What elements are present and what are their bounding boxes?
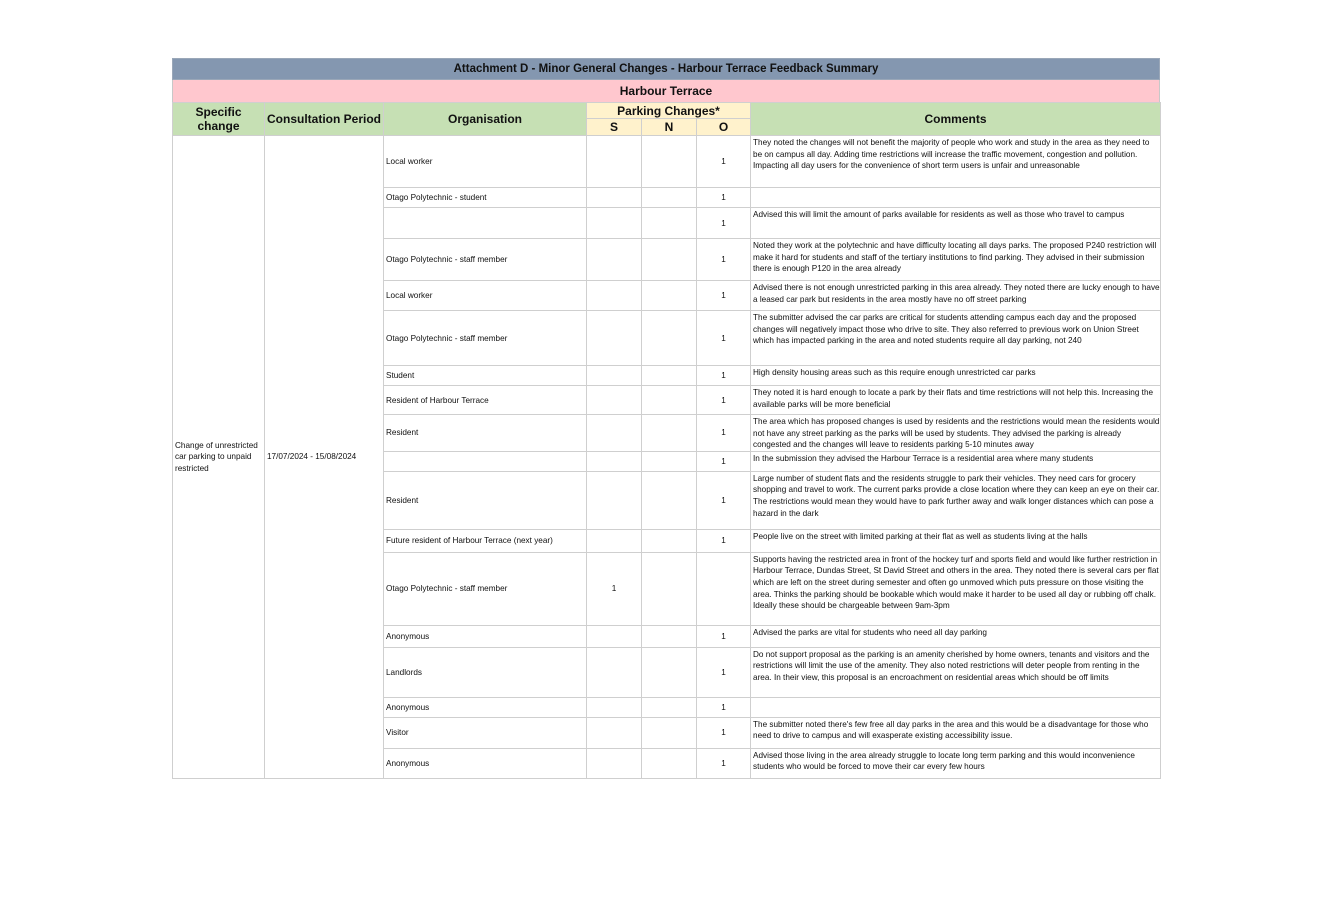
comment-cell: They noted it is hard enough to locate a park by their flats and time restrictions will not help this. Increasing the available parks will be more beneficial	[751, 386, 1161, 415]
oppose-count-cell: 1	[697, 239, 751, 281]
organisation-cell: Local worker	[384, 281, 587, 311]
support-count-cell	[587, 415, 642, 452]
organisation-cell: Otago Polytechnic - staff member	[384, 239, 587, 281]
neutral-count-cell	[642, 415, 697, 452]
organisation-cell: Resident	[384, 471, 587, 529]
oppose-count-cell: 1	[697, 386, 751, 415]
support-count-cell	[587, 697, 642, 717]
organisation-cell: Anonymous	[384, 697, 587, 717]
comment-cell: The submitter noted there's few free all day parks in the area and this would be a disadvantage for those who need to drive to campus and will exasperate existing accessibility issue.	[751, 717, 1161, 748]
support-count-cell	[587, 136, 642, 188]
organisation-cell: Future resident of Harbour Terrace (next year)	[384, 529, 587, 552]
comment-cell	[751, 697, 1161, 717]
comment-cell: Noted they work at the polytechnic and have difficulty locating all days parks. The proposed P240 restriction will make it hard for students and staff of the tertiary institutions to find parking. They advised in their submission there is enough P120 in the area already	[751, 239, 1161, 281]
neutral-count-cell	[642, 647, 697, 697]
header-o: O	[697, 119, 751, 136]
organisation-cell: Landlords	[384, 647, 587, 697]
comment-cell: They noted the changes will not benefit the majority of people who work and study in the area as they need to be on campus all day. Adding time restrictions will increase the traffic movement, congestion and pollution. Impacting all day users for the convenience of short term users is unfair and unreasonable	[751, 136, 1161, 188]
oppose-count-cell: 1	[697, 717, 751, 748]
comment-cell: Do not support proposal as the parking is an amenity cherished by home owners, tenants and visitors and the restrictions will limit the use of the amenity. They also noted restrictions will deter people from renting in the area. In their view, this proposal is an encroachment on residential areas which should be off limits	[751, 647, 1161, 697]
specific-change-cell: Change of unrestricted car parking to unpaid restricted	[173, 136, 265, 779]
organisation-cell: Otago Polytechnic - staff member	[384, 311, 587, 366]
comment-cell: Advised the parks are vital for students who need all day parking	[751, 625, 1161, 647]
oppose-count-cell: 1	[697, 697, 751, 717]
organisation-cell: Anonymous	[384, 625, 587, 647]
support-count-cell	[587, 208, 642, 239]
support-count-cell	[587, 311, 642, 366]
neutral-count-cell	[642, 366, 697, 386]
organisation-cell: Student	[384, 366, 587, 386]
oppose-count-cell: 1	[697, 188, 751, 208]
support-count-cell	[587, 748, 642, 778]
oppose-count-cell: 1	[697, 625, 751, 647]
neutral-count-cell	[642, 188, 697, 208]
neutral-count-cell	[642, 311, 697, 366]
support-count-cell	[587, 451, 642, 471]
organisation-cell: Visitor	[384, 717, 587, 748]
neutral-count-cell	[642, 208, 697, 239]
oppose-count-cell: 1	[697, 136, 751, 188]
support-count-cell	[587, 717, 642, 748]
organisation-cell: Otago Polytechnic - staff member	[384, 552, 587, 625]
header-comments: Comments	[751, 103, 1161, 136]
neutral-count-cell	[642, 748, 697, 778]
oppose-count-cell: 1	[697, 647, 751, 697]
neutral-count-cell	[642, 451, 697, 471]
oppose-count-cell: 1	[697, 311, 751, 366]
comment-cell: Advised this will limit the amount of parks available for residents as well as those who travel to campus	[751, 208, 1161, 239]
neutral-count-cell	[642, 625, 697, 647]
oppose-count-cell: 1	[697, 529, 751, 552]
organisation-cell	[384, 208, 587, 239]
neutral-count-cell	[642, 136, 697, 188]
support-count-cell	[587, 625, 642, 647]
neutral-count-cell	[642, 281, 697, 311]
neutral-count-cell	[642, 697, 697, 717]
comment-cell: In the submission they advised the Harbour Terrace is a residential area where many students	[751, 451, 1161, 471]
comment-cell: The submitter advised the car parks are critical for students attending campus each day and the proposed changes will negatively impact those who drive to site. They also referred to previous work on Union Street which has impacted parking in the area and noted students require all day parking, not 240	[751, 311, 1161, 366]
support-count-cell: 1	[587, 552, 642, 625]
organisation-cell: Local worker	[384, 136, 587, 188]
oppose-count-cell: 1	[697, 451, 751, 471]
oppose-count-cell: 1	[697, 748, 751, 778]
table-body	[173, 136, 1161, 779]
neutral-count-cell	[642, 717, 697, 748]
document-title: Attachment D - Minor General Changes - Harbour Terrace Feedback Summary	[172, 58, 1160, 80]
support-count-cell	[587, 188, 642, 208]
organisation-cell: Resident	[384, 415, 587, 452]
oppose-count-cell: 1	[697, 281, 751, 311]
header-s: S	[587, 119, 642, 136]
comment-cell: Advised there is not enough unrestricted parking in this area already. They noted there are lucky enough to have a leased car park but residents in the area mostly have no off street parking	[751, 281, 1161, 311]
comment-cell: Advised those living in the area already struggle to locate long term parking and this would inconvenience students who would be forced to move their car every few hours	[751, 748, 1161, 778]
header-organisation: Organisation	[384, 103, 587, 136]
oppose-count-cell: 1	[697, 415, 751, 452]
comment-cell	[751, 188, 1161, 208]
support-count-cell	[587, 281, 642, 311]
oppose-count-cell: 1	[697, 366, 751, 386]
comment-cell: Large number of student flats and the residents struggle to park their vehicles. They need cars for grocery shopping and travel to work. The current parks provide a close location where they can keep an eye on their car. The restrictions would mean they would have to park further away and walk longer distances which can pose a hazard in the dark	[751, 471, 1161, 529]
oppose-count-cell	[697, 552, 751, 625]
support-count-cell	[587, 529, 642, 552]
comment-cell: Supports having the restricted area in front of the hockey turf and sports field and would like further restriction in Harbour Terrace, Dundas Street, St David Street and others in the area. They noted there is several cars per flat which are left on the street during semester and often go unmoved which puts pressure on those visiting the area. Thinks the parking should be bookable which would make it harder to be used all day or rubbing off chalk. Ideally these should be chargeable between 9am-3pm	[751, 552, 1161, 625]
header-n: N	[642, 119, 697, 136]
organisation-cell	[384, 451, 587, 471]
feedback-table	[172, 102, 1161, 779]
neutral-count-cell	[642, 552, 697, 625]
comment-cell: The area which has proposed changes is used by residents and the restrictions would mean the residents would not have any street parking as the parks will be used by students. They advised the parking is already congested and the changes will leave to residents parking 5-10 minutes away	[751, 415, 1161, 452]
organisation-cell: Anonymous	[384, 748, 587, 778]
neutral-count-cell	[642, 471, 697, 529]
organisation-cell: Resident of Harbour Terrace	[384, 386, 587, 415]
neutral-count-cell	[642, 386, 697, 415]
header-consultation-period: Consultation Period	[265, 103, 384, 136]
oppose-count-cell: 1	[697, 471, 751, 529]
comment-cell: People live on the street with limited parking at their flat as well as students living at the halls	[751, 529, 1161, 552]
comment-cell: High density housing areas such as this require enough unrestricted car parks	[751, 366, 1161, 386]
oppose-count-cell: 1	[697, 208, 751, 239]
consultation-period-cell: 17/07/2024 - 15/08/2024	[265, 136, 384, 779]
support-count-cell	[587, 647, 642, 697]
support-count-cell	[587, 239, 642, 281]
location-heading: Harbour Terrace	[172, 80, 1160, 102]
support-count-cell	[587, 386, 642, 415]
support-count-cell	[587, 366, 642, 386]
header-parking-changes: Parking Changes*	[587, 103, 751, 119]
neutral-count-cell	[642, 239, 697, 281]
support-count-cell	[587, 471, 642, 529]
neutral-count-cell	[642, 529, 697, 552]
header-specific-change: Specific change	[173, 103, 265, 136]
organisation-cell: Otago Polytechnic - student	[384, 188, 587, 208]
table-row	[173, 136, 1161, 188]
feedback-summary-sheet	[172, 58, 1160, 779]
